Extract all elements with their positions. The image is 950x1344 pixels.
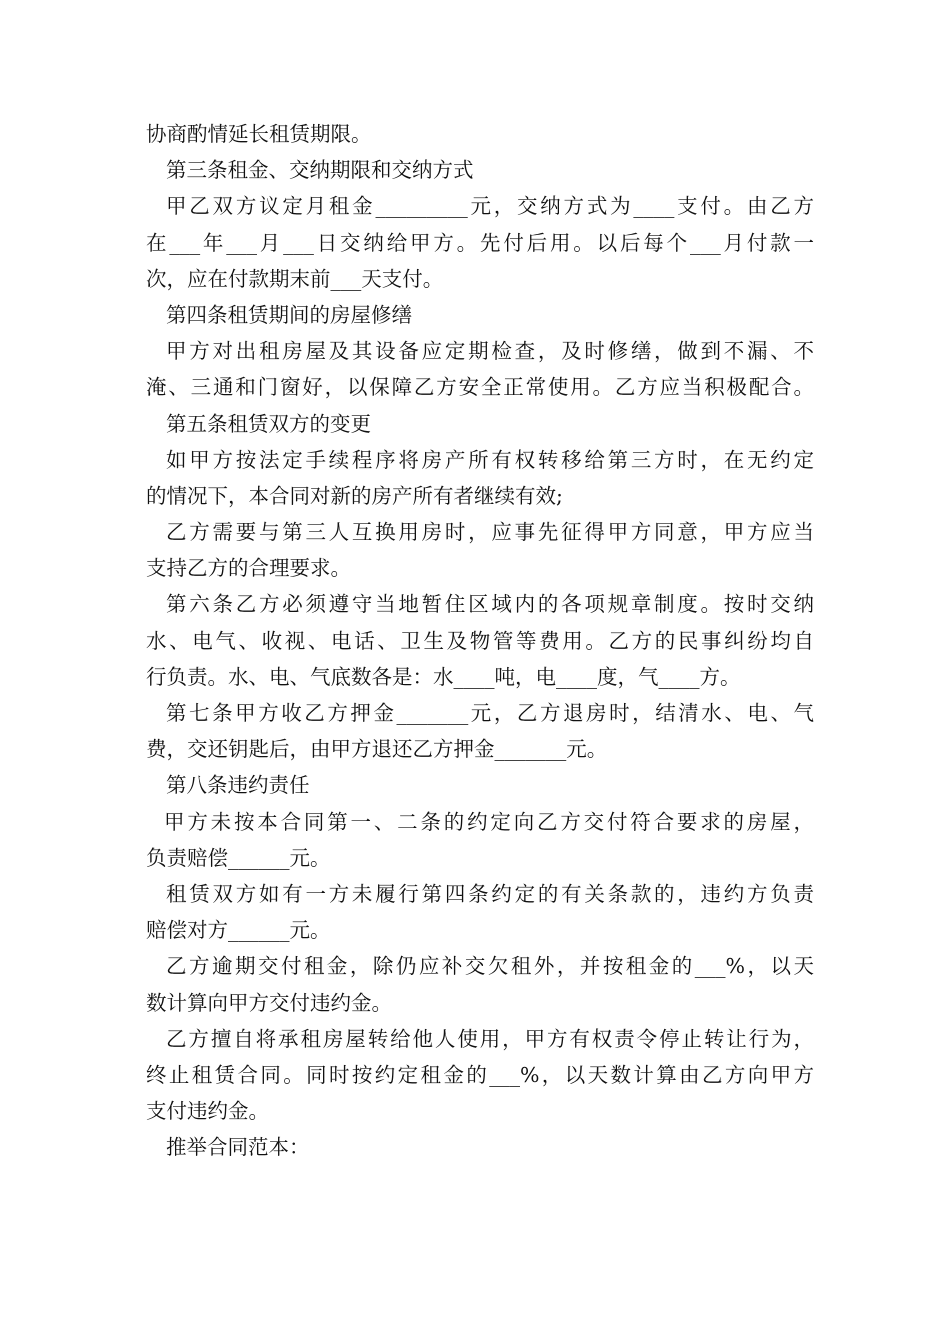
text-line: 第六条乙方必须遵守当地暂住区域内的各项规章制度。按时交纳 [166,592,814,617]
section-heading-5: 第五条租赁双方的变更 [166,411,371,436]
text-line: 乙方擅自将承租房屋转给他人使用，甲方有权责令停止转让行为， [166,1026,814,1051]
text-line: 在___年___月___日交纳给甲方。先付后用。以后每个___月付款一 [146,230,814,255]
text-line: 如甲方按法定手续程序将房产所有权转移给第三方时，在无约定 [166,447,814,472]
text-line: 乙方需要与第三人互换用房时，应事先征得甲方同意，甲方应当 [166,520,814,545]
text-line: 次，应在付款期末前___天支付。 [146,266,444,291]
text-line: 乙方逾期交付租金，除仍应补交欠租外，并按租金的___%，以天 [166,954,814,979]
text-line: 第七条甲方收乙方押金_______元，乙方退房时，结清水、电、气 [166,701,814,725]
section-heading-4: 第四条租赁期间的房屋修缮 [166,302,412,327]
text-line: 协商酌情延长租赁期限。 [146,122,372,146]
text-line: 赔偿对方______元。 [146,918,331,943]
text-line: 支付违约金。 [146,1099,269,1124]
text-line: 支持乙方的合理要求。 [146,556,351,581]
text-line: 淹、三通和门窗好，以保障乙方安全正常使用。乙方应当积极配合。 [146,375,814,400]
text-line: 的情况下，本合同对新的房产所有者继续有效; [146,483,563,508]
contract-text [146,116,814,1165]
section-heading-3: 第三条租金、交纳期限和交纳方式 [166,158,474,183]
text-line: 数计算向甲方交付违约金。 [146,990,392,1015]
text-line: 终止租赁合同。同时按约定租金的___%，以天数计算由乙方向甲方 [146,1062,814,1087]
text-line: 负责赔偿______元。 [146,845,331,870]
recommended-template-heading: 推举合同范本： [166,1135,310,1160]
text-line: 甲方未按本合同第一、二条的约定向乙方交付符合要求的房屋， [164,809,814,834]
text-line: 费，交还钥匙后，由甲方退还乙方押金_______元。 [146,737,608,762]
text-line: 行负责。水、电、气底数各是：水____吨，电____度，气____方。 [146,664,741,689]
section-heading-8: 第八条违约责任 [166,773,310,798]
text-line: 甲乙双方议定月租金_________元，交纳方式为____支付。由乙方 [166,194,814,219]
text-line: 租赁双方如有一方未履行第四条约定的有关条款的，违约方负责 [166,881,814,906]
text-line: 水、电气、收视、电话、卫生及物管等费用。乙方的民事纠纷均自 [146,628,814,653]
text-line: 甲方对出租房屋及其设备应定期检查，及时修缮，做到不漏、不 [166,339,814,364]
